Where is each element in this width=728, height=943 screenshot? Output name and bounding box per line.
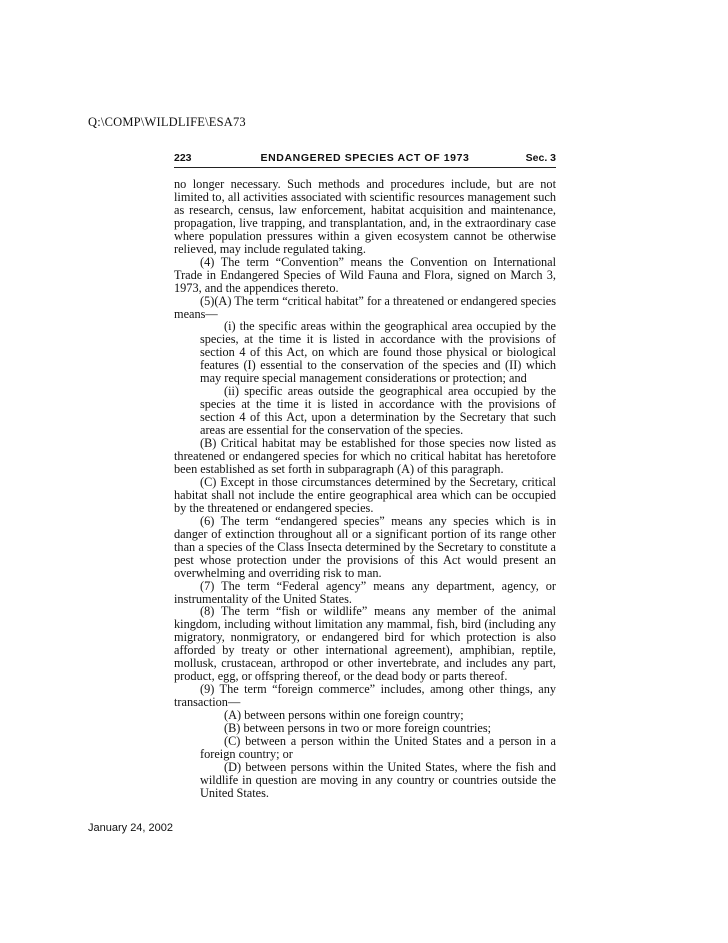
- clause-ii: (ii) specific areas outside the geographical area occupied by the species at the time it is listed in accordance with the provisions of section 4 of this Act, upon a determination by the Secretary that such areas are essential for the conservation of the species.: [200, 384, 556, 438]
- paragraph-convention: (4) The term “Convention” means the Convention on International Trade in Endangered Species of Wild Fauna and Flora, signed on March 3, 1973, and the appendices thereto.: [174, 254, 556, 295]
- page-number: 223: [174, 152, 192, 164]
- item-b: (B) between persons in two or more foreign countries;: [224, 721, 492, 736]
- paragraph-c: (C) Except in those circumstances determined by the Secretary, critical habitat shall not include the entire geographical area which can be occupied by the threatened or endangered species.: [174, 474, 556, 515]
- item-a: (A) between persons within one foreign country;: [224, 708, 464, 723]
- paragraph-fish-or-wildlife: (8) The term “fish or wildlife” means any member of the animal kingdom, including without limitation any mammal, fish, bird (including any migratory, nonmigratory, or endangered bird for which protection is also afforded by treaty or other international agreement), amphibian, reptile, mollusk, crustacean, arthropod or other invertebrate, and includes any part, product, egg, or offspring thereof, or the dead body or parts thereof.: [174, 604, 556, 684]
- running-title: ENDANGERED SPECIES ACT OF 1973: [260, 152, 470, 164]
- paragraph-endangered-species: (6) The term “endangered species” means any species which is in danger of extinction throughout all or a significant portion of its range other than a species of the Class Insecta determined by the Secretary to constitute a pest whose protection under the provisions of this Act would present an overwhelming and overriding risk to man.: [174, 513, 556, 580]
- item-d: (D) between persons within the United States, where the fish and wildlife in question are moving in any country or countries outside the United States.: [200, 759, 556, 800]
- paragraph-federal-agency: (7) The term “Federal agency” means any department, agency, or instrumentality of the United States.: [174, 578, 556, 606]
- paragraph-foreign-commerce: (9) The term “foreign commerce” includes, among other things, any transaction—: [174, 682, 556, 710]
- paragraph-b: (B) Critical habitat may be established for those species now listed as threatened or endangered species for which no critical habitat has heretofore been established as set forth in subparagraph (A) of this paragraph.: [174, 436, 556, 476]
- section-label: Sec. 3: [525, 152, 556, 164]
- clause-i: (i) the specific areas within the geographical area occupied by the species, at the time it is listed in accordance with the provisions of section 4 of this Act, on which are found those physical or biological features (I) essential to the conservation of the species and (II) which may require special management considerations or protection; and: [200, 319, 556, 386]
- file-path-label: Q:\COMP\WILDLIFE\ESA73: [88, 115, 246, 129]
- item-c: (C) between a person within the United States and a person in a foreign country; or: [200, 733, 556, 761]
- footer-date: January 24, 2002: [88, 822, 174, 834]
- page-header: [174, 151, 556, 168]
- paragraph-continuation: no longer necessary. Such methods and procedures include, but are not limited to, all activities associated with scientific resources management such as research, census, law enforcement, habitat acquisition and maintenance, propagation, live trapping, and transplantation, and, in the extraordinary case where population pressures within a given ecosystem cannot be otherwise relieved, may include regulated taking.: [174, 177, 556, 256]
- document-body: [174, 178, 556, 800]
- paragraph-critical-habitat: (5)(A) The term “critical habitat” for a threatened or endangered species means—: [174, 293, 556, 321]
